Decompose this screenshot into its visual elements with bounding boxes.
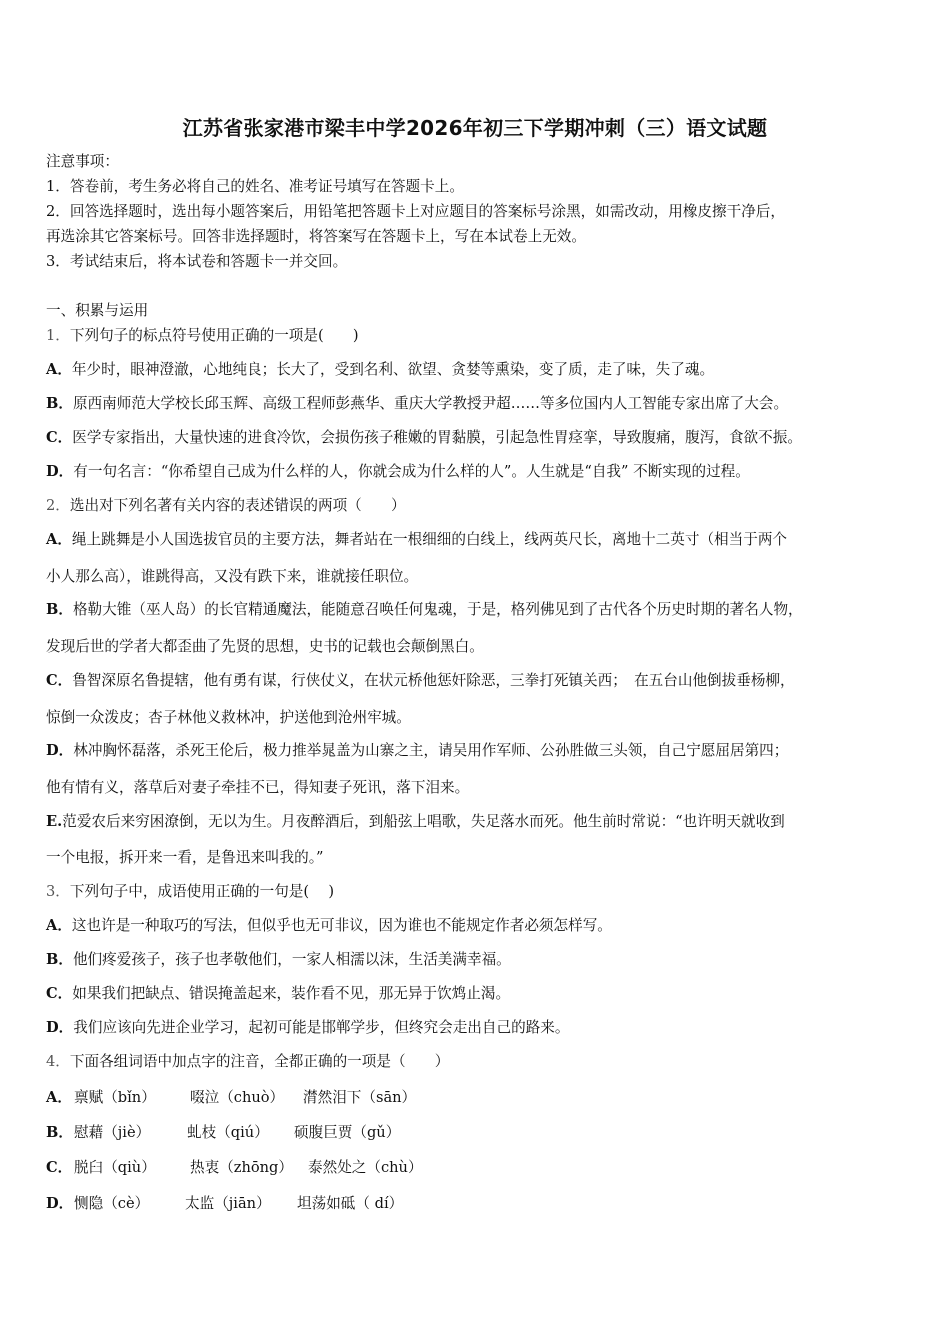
q2-option-e-cont: 一个电报，拆开来一看，是鲁迅来叫我的。” xyxy=(46,849,324,866)
question-number: 2． xyxy=(46,497,70,514)
question-stem: 下面各组词语中加点字的注音，全都正确的一项是（ ） xyxy=(69,1053,450,1070)
q2-option-a: A．绳上跳舞是小人国选拔官员的主要方法，舞者站在一根细细的白线上，线两英尺长，离地十二英寸（相当于两个 xyxy=(46,531,788,548)
q4-word: 脱臼（qiù） xyxy=(74,1159,156,1176)
q3-option-b: B．他们疼爱孩子，孩子也孝敬他们，一家人相濡以沫，生活美满幸福。 xyxy=(46,951,511,968)
section-heading: 一、积累与运用 xyxy=(46,302,149,319)
notice-item: 2．回答选择题时，选出每小题答案后，用铅笔把答题卡上对应题目的答案标号涂黑，如需改动，用橡皮擦干净后， xyxy=(46,203,785,220)
q2-option-d: D．林冲胸怀磊落，杀死王伦后，极力推举晁盖为山寨之主，请吴用作军师、公孙胜做三头领，自己宁愿屈居第四； xyxy=(46,742,789,759)
question-1 xyxy=(46,326,359,346)
page-title: 江苏省张家港市梁丰中学2026年初三下学期冲刺（三）语文试题 xyxy=(182,116,768,140)
question-stem: 下列句子中，成语使用正确的一句是( ) xyxy=(69,883,335,900)
q2-option-c: C．鲁智深原名鲁提辖，他有勇有谋，行侠仗义，在状元桥他惩奸除恶，三拳打死镇关西； 在五台山他倒拔垂杨柳， xyxy=(46,672,795,689)
q2-option-b-cont: 发现后世的学者大都歪曲了先贤的思想，史书的记载也会颠倒黑白。 xyxy=(46,638,484,655)
q4-word: 啜泣（chuò） xyxy=(190,1089,285,1106)
q4-word: 恻隐（cè） xyxy=(74,1195,150,1212)
notice-item: 1．答卷前，考生务必将自己的姓名、准考证号填写在答题卡上。 xyxy=(46,178,464,195)
notice-item: 3．考试结束后，将本试卷和答题卡一并交回。 xyxy=(46,253,348,270)
q1-option-a: A．年少时，眼神澄澈，心地纯良；长大了，受到名利、欲望、贪婪等熏染，变了质，走了味，失了魂。 xyxy=(46,361,715,378)
question-stem: 选出对下列名著有关内容的表述错误的两项（ ） xyxy=(69,497,406,514)
q4-word: 慰藉（jiè） xyxy=(74,1124,151,1141)
q4-word: 虬枝（qiú） xyxy=(187,1124,269,1141)
question-4 xyxy=(46,1052,449,1072)
question-2 xyxy=(46,496,406,516)
question-number: 1． xyxy=(46,327,70,344)
q3-option-d: D．我们应该向先进企业学习，起初可能是邯郸学步，但终究会走出自己的路来。 xyxy=(46,1019,570,1036)
q2-option-d-cont: 他有情有义，落草后对妻子牵挂不已，得知妻子死讯，落下泪来。 xyxy=(46,779,470,796)
question-3 xyxy=(46,882,334,902)
q4-option-b-label: B． xyxy=(46,1124,73,1141)
q1-option-b: B．原西南师范大学校长邱玉辉、高级工程师彭燕华、重庆大学教授尹超……等多位国内人工智能专家出席了大会。 xyxy=(46,395,789,412)
q4-word: 热衷（zhōng） xyxy=(190,1159,293,1176)
q1-option-c: C．医学专家指出，大量快速的进食冷饮，会损伤孩子稚嫩的胃黏膜，引起急性胃痉挛，导致腹痛，腹泻，食欲不振。 xyxy=(46,429,802,446)
q4-word: 硕腹巨贾（gǔ） xyxy=(294,1124,401,1141)
q4-option-c-label: C． xyxy=(46,1159,73,1176)
question-number: 4． xyxy=(46,1053,70,1070)
q4-word: 潸然泪下（sān） xyxy=(303,1089,417,1106)
q4-word: 禀赋（bǐn） xyxy=(74,1089,156,1106)
q4-word: 太监（jiān） xyxy=(185,1195,271,1212)
q3-option-c: C．如果我们把缺点、错误掩盖起来，装作看不见，那无异于饮鸩止渴。 xyxy=(46,985,511,1002)
q4-option-a-label: A． xyxy=(46,1089,72,1106)
q2-option-b: B．格勒大锥（巫人岛）的长官精通魔法，能随意召唤任何鬼魂，于是，格列佛见到了古代各个历史时期的著名人物， xyxy=(46,601,803,618)
q4-word: 泰然处之（chù） xyxy=(308,1159,423,1176)
notice-item: 再选涂其它答案标号。回答非选择题时，将答案写在答题卡上，写在本试卷上无效。 xyxy=(46,228,586,245)
notice-heading: 注意事项： xyxy=(46,153,119,170)
q4-option-d-label: D． xyxy=(46,1195,74,1212)
q1-option-d: D．有一句名言：“你希望自己成为什么样的人，你就会成为什么样的人”。人生就是“自我” 不断实现的过程。 xyxy=(46,463,750,480)
q3-option-a: A．这也许是一种取巧的写法，但似乎也无可非议，因为谁也不能规定作者必须怎样写。 xyxy=(46,917,612,934)
q4-word: 坦荡如砥（ dí） xyxy=(297,1195,404,1212)
question-stem: 下列句子的标点符号使用正确的一项是( ) xyxy=(69,327,359,344)
question-number: 3． xyxy=(46,883,70,900)
q2-option-e: E.范爱农后来穷困潦倒，无以为生。月夜醉酒后，到船弦上唱歌，失足落水而死。他生前时常说：“也许明天就收到 xyxy=(46,813,785,830)
q2-option-a-cont: 小人那么高），谁跳得高，又没有跌下来，谁就接任职位。 xyxy=(46,568,419,585)
q2-option-c-cont: 惊倒一众泼皮；杏子林他义救林冲，护送他到沧州牢城。 xyxy=(46,709,411,726)
